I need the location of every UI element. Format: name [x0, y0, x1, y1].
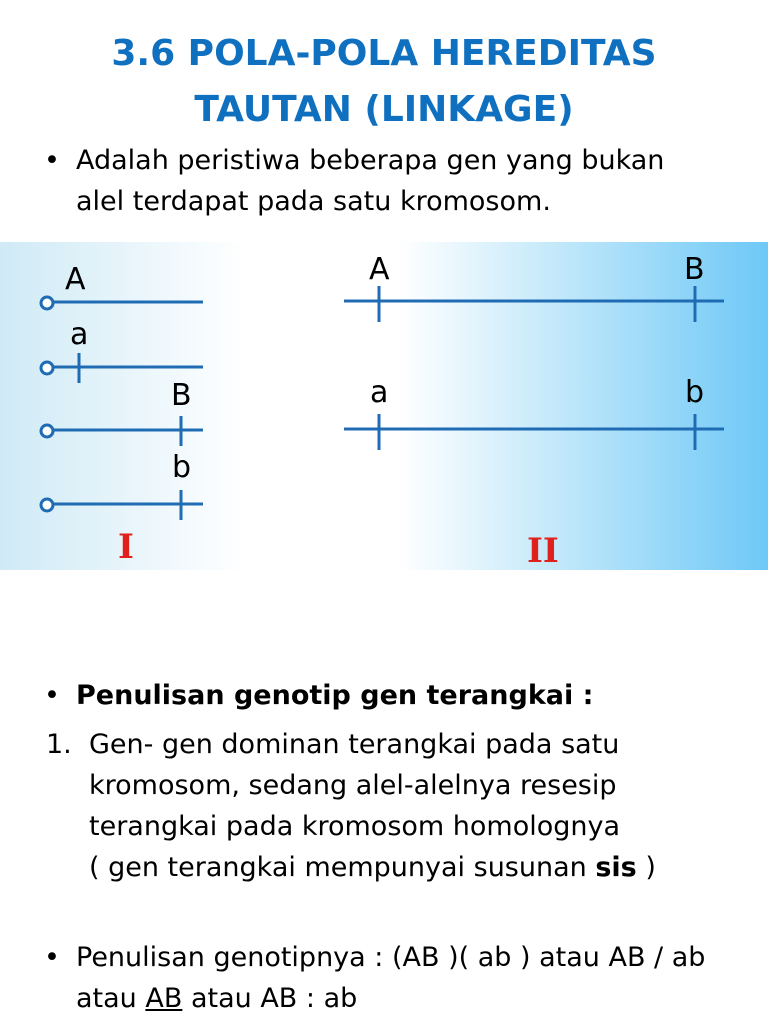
label-B-panel2: B [684, 252, 705, 287]
chromosome-AB [344, 286, 724, 322]
slide-title [0, 26, 768, 138]
title-line-1: 3.6 POLA-POLA HEREDITAS [111, 33, 657, 74]
definition-text [76, 140, 664, 222]
genotype-notation [76, 937, 705, 1019]
linkage-diagram [0, 242, 768, 570]
chromosome-ab [344, 414, 724, 450]
item-1-line-4-post: ) [636, 852, 656, 883]
caption-II: II [527, 531, 559, 570]
chromosome-A [41, 297, 203, 309]
label-A-panel2: A [369, 252, 390, 287]
item-number: 1. [46, 729, 72, 760]
label-A-panel1: A [65, 262, 86, 297]
item-1-line-3: terangkai pada kromosom homolognya [89, 811, 621, 842]
genotype-line-2-post: atau AB : ab [182, 983, 358, 1014]
label-a-panel1: a [70, 317, 89, 352]
chromosome-b [41, 490, 203, 520]
title-line-2: TAUTAN (LINKAGE) [194, 89, 574, 130]
genotype-line-2 [76, 978, 705, 1019]
item-1-line-2: kromosom, sedang alel-alelnya resesip [89, 770, 617, 801]
label-B-panel1: B [171, 378, 192, 413]
chromosome-B [41, 416, 203, 446]
bullet-marker: • [44, 942, 60, 973]
definition-line-1: Adalah peristiwa beberapa gen yang bukan [76, 145, 665, 176]
bullet-marker: • [44, 680, 60, 711]
genotype-heading: Penulisan genotip gen terangkai : [76, 680, 594, 711]
label-a-panel2: a [370, 375, 389, 410]
item-1-line-4 [89, 847, 656, 888]
genotype-line-1: Penulisan genotipnya : (AB )( ab ) atau AB / ab [76, 942, 706, 973]
chromosome-diagram-svg [0, 242, 768, 570]
term-sis: sis [595, 852, 637, 883]
item-1-line-1: Gen- gen dominan terangkai pada satu [89, 729, 620, 760]
bullet-marker: • [44, 145, 60, 176]
caption-I: I [118, 527, 134, 567]
item-1-text [89, 724, 656, 888]
genotype-underlined-AB: AB [145, 983, 183, 1014]
definition-line-2: alel terdapat pada satu kromosom. [76, 186, 551, 217]
item-1-line-4-pre: ( gen terangkai mempunyai susunan [89, 852, 596, 883]
genotype-line-2-pre: atau [76, 983, 146, 1014]
label-b-panel2: b [685, 375, 705, 410]
label-b-panel1: b [172, 450, 192, 485]
